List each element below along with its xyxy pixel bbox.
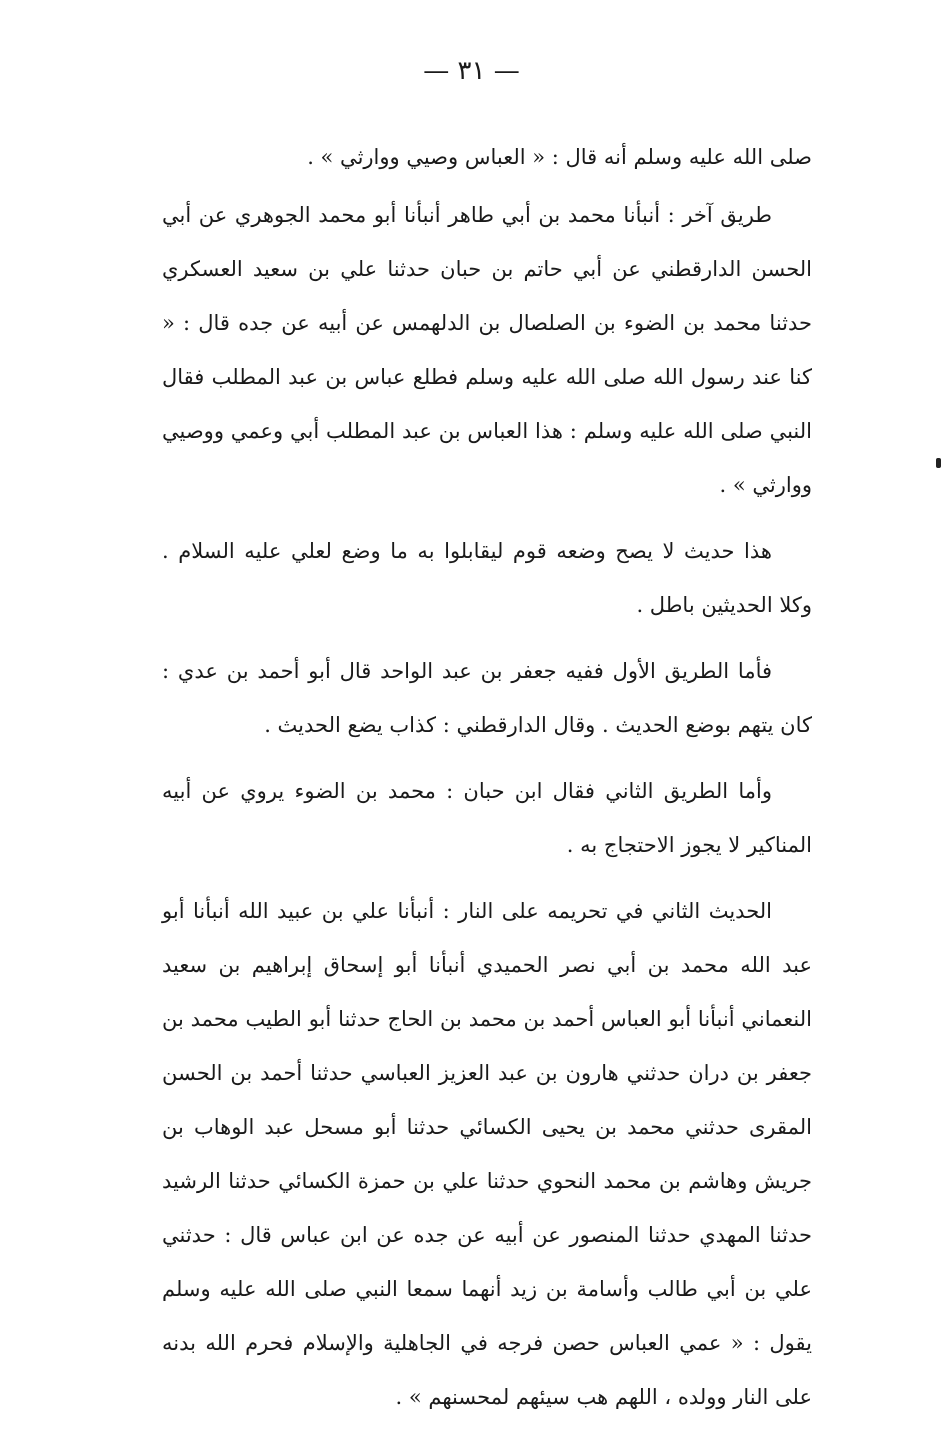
paragraph-second-route-critique: وأما الطريق الثاني فقال ابن حبان : محمد بن الضوء يروي عن أبيه المناكير لا يجوز الاحتجاج به . — [162, 779, 812, 857]
page-body — [162, 130, 812, 1436]
page-number: — ٣١ — — [423, 56, 520, 86]
paragraph-second-hadith: الحديث الثاني في تحريمه على النار : أنبأنا علي بن عبيد الله أنبأنا أبو عبد الله محمد بن أبي نصر الحميدي أنبأنا أبو إسحاق إبراهيم بن سعيد النعماني أنبأنا أبو العباس أحمد بن محمد بن الحاج حدثنا أبو الطيب محمد بن جعفر بن دران حدثني هارون بن عبد العزيز العباسي حدثنا أحمد بن الحسن المقرى حدثني محمد بن يحيى الكسائي حدثنا أبو مسحل عبد الوهاب بن جريش وهاشم بن محمد النحوي حدثنا علي بن حمزة الكسائي حدثنا الرشيد حدثنا المهدي حدثنا المنصور عن أبيه عن جده عن ابن عباس قال : حدثني علي بن أبي طالب وأسامة بن زيد أنهما سمعا النبي صلى الله عليه وسلم يقول : « عمي العباس حصن فرجه في الجاهلية والإسلام فحرم الله بدنه على النار وولده ، اللهم هب سيئهم لمحسنهم » . — [162, 899, 812, 1409]
paragraph-verdict: هذا حديث لا يصح وضعه قوم ليقابلوا به ما وضع لعلي عليه السلام . وكلا الحديثين باطل . — [162, 539, 812, 617]
paragraph-another-route: طريق آخر : أنبأنا محمد بن أبي طاهر أنبأنا أبو محمد الجوهري عن أبي الحسن الدارقطني عن أبي حاتم بن حبان حدثنا علي بن سعيد العسكري حدثنا محمد بن الضوء بن الصلصال بن الدلهمس عن أبيه عن جده قال : « كنا عند رسول الله صلى الله عليه وسلم فطلع عباس بن عبد المطلب فقال النبي صلى الله عليه وسلم : هذا العباس بن عبد المطلب أبي وعمي ووصيي ووارثي » . — [162, 203, 812, 497]
scan-edge-mark — [936, 458, 941, 468]
paragraph-continuation: صلى الله عليه وسلم أنه قال : « العباس وصيي ووارثي » . — [307, 145, 812, 169]
paragraph-first-route-critique: فأما الطريق الأول ففيه جعفر بن عبد الواحد قال أبو أحمد بن عدي : كان يتهم بوضع الحديث . وقال الدارقطني : كذاب يضع الحديث . — [162, 659, 812, 737]
